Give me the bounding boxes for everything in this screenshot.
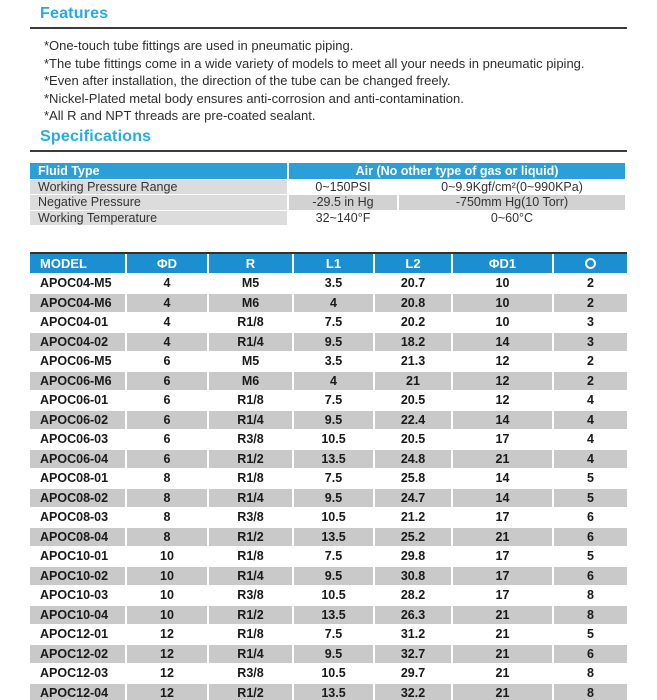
cell-circle-qty: 8 [552, 586, 627, 605]
cell-phi-d1: 21 [451, 625, 552, 644]
col-header-l2: L2 [373, 254, 451, 273]
col-header-model: MODEL [40, 256, 87, 271]
cell-l2: 32.7 [373, 645, 451, 664]
specifications-table [30, 163, 625, 227]
cell-r: R1/8 [207, 625, 292, 644]
spec-table-row [30, 195, 625, 211]
model-table-rows [30, 274, 627, 700]
cell-phi-d1: 21 [451, 606, 552, 625]
cell-r: R1/4 [207, 567, 292, 586]
cell-model: APOC04-02 [40, 334, 109, 349]
cell-model: APOC08-02 [40, 490, 109, 505]
cell-l2: 24.8 [373, 450, 451, 469]
cell-model: APOC10-02 [40, 568, 109, 583]
col-header-r: R [207, 254, 292, 273]
cell-model: APOC04-01 [40, 315, 109, 329]
cell-model: APOC12-04 [40, 685, 109, 700]
cell-phi-d: 6 [125, 411, 207, 430]
cell-model: APOC12-03 [40, 666, 109, 680]
cell-l1: 9.5 [292, 567, 373, 586]
cell-phi-d1: 21 [451, 450, 552, 469]
table-row [30, 645, 627, 665]
cell-phi-d: 6 [125, 430, 207, 449]
spec-table-row [30, 180, 625, 196]
table-row [30, 567, 627, 587]
cell-model: APOC08-03 [40, 510, 109, 524]
spec-row-value-1: -29.5 in Hg [287, 195, 397, 210]
cell-l2: 21 [373, 372, 451, 391]
col-header-circle [552, 254, 627, 273]
cell-l1: 13.5 [292, 528, 373, 547]
cell-l2: 26.3 [373, 606, 451, 625]
cell-phi-d: 10 [125, 567, 207, 586]
cell-phi-d1: 14 [451, 411, 552, 430]
spec-table-rows [30, 180, 625, 227]
col-header-phi-d: ΦD [125, 254, 207, 273]
cell-l2: 25.8 [373, 469, 451, 488]
cell-circle-qty: 5 [552, 547, 627, 566]
cell-l1: 10.5 [292, 586, 373, 605]
cell-r: M6 [207, 372, 292, 391]
cell-r: R3/8 [207, 586, 292, 605]
cell-phi-d1: 17 [451, 547, 552, 566]
cell-model: APOC08-04 [40, 529, 109, 544]
cell-circle-qty: 8 [552, 684, 627, 700]
cell-r: R3/8 [207, 430, 292, 449]
cell-phi-d1: 12 [451, 391, 552, 410]
cell-r: R1/2 [207, 606, 292, 625]
cell-circle-qty: 6 [552, 528, 627, 547]
table-row [30, 391, 627, 411]
cell-l1: 4 [292, 294, 373, 313]
cell-phi-d1: 21 [451, 664, 552, 683]
table-row [30, 528, 627, 548]
cell-r: R1/2 [207, 684, 292, 700]
table-row [30, 411, 627, 431]
cell-phi-d1: 14 [451, 469, 552, 488]
cell-phi-d: 12 [125, 645, 207, 664]
cell-phi-d1: 12 [451, 372, 552, 391]
cell-r: R1/4 [207, 645, 292, 664]
cell-phi-d: 12 [125, 625, 207, 644]
cell-r: R1/8 [207, 313, 292, 332]
cell-phi-d1: 21 [451, 528, 552, 547]
cell-l1: 10.5 [292, 664, 373, 683]
cell-l2: 24.7 [373, 489, 451, 508]
cell-l1: 9.5 [292, 645, 373, 664]
cell-model: APOC10-03 [40, 588, 109, 602]
cell-l2: 20.2 [373, 313, 451, 332]
cell-phi-d1: 14 [451, 333, 552, 352]
cell-phi-d1: 21 [451, 645, 552, 664]
feature-bullet: *The tube fittings come in a wide variety of models to meet all your needs in pneumatic piping. [44, 55, 585, 71]
cell-model: APOC06-04 [40, 451, 109, 466]
feature-bullet: *One-touch tube fittings are used in pneumatic piping. [44, 38, 354, 53]
model-table-header [30, 254, 627, 274]
cell-l2: 20.7 [373, 274, 451, 293]
table-row [30, 586, 627, 606]
cell-model: APOC06-03 [40, 432, 109, 446]
cell-r: R1/2 [207, 528, 292, 547]
cell-phi-d1: 14 [451, 489, 552, 508]
spec-row-value-1: 32~140°F [287, 211, 397, 226]
table-row [30, 333, 627, 353]
cell-l1: 13.5 [292, 684, 373, 700]
spec-header-fluid-type: Fluid Type [38, 163, 100, 178]
spec-row-label: Working Temperature [30, 211, 287, 226]
cell-circle-qty: 3 [552, 333, 627, 352]
col-header-l1: L1 [292, 254, 373, 273]
table-row [30, 547, 627, 567]
cell-model: APOC06-01 [40, 393, 109, 407]
cell-circle-qty: 2 [552, 352, 627, 371]
cell-circle-qty: 3 [552, 313, 627, 332]
cell-l2: 31.2 [373, 625, 451, 644]
spec-row-value-2: 0~9.9Kgf/cm²(0~990KPa) [397, 180, 625, 195]
cell-model: APOC04-M5 [40, 276, 112, 290]
cell-model: APOC10-04 [40, 607, 109, 622]
cell-l2: 21.2 [373, 508, 451, 527]
cell-phi-d1: 10 [451, 313, 552, 332]
spec-row-value-1: 0~150PSI [287, 180, 397, 195]
cell-phi-d: 6 [125, 352, 207, 371]
table-row [30, 274, 627, 294]
table-row [30, 372, 627, 392]
cell-l2: 28.2 [373, 586, 451, 605]
cell-circle-qty: 4 [552, 391, 627, 410]
cell-model: APOC06-M5 [40, 354, 112, 368]
cell-phi-d: 10 [125, 586, 207, 605]
cell-circle-qty: 2 [552, 294, 627, 313]
cell-r: M6 [207, 294, 292, 313]
table-row [30, 352, 627, 372]
spec-table-row [30, 211, 625, 227]
cell-l2: 30.8 [373, 567, 451, 586]
cell-phi-d1: 17 [451, 430, 552, 449]
cell-circle-qty: 6 [552, 567, 627, 586]
cell-phi-d: 6 [125, 450, 207, 469]
cell-l2: 20.5 [373, 430, 451, 449]
cell-l1: 3.5 [292, 274, 373, 293]
cell-phi-d: 4 [125, 294, 207, 313]
cell-circle-qty: 2 [552, 372, 627, 391]
cell-l2: 29.7 [373, 664, 451, 683]
cell-phi-d1: 10 [451, 274, 552, 293]
cell-l1: 9.5 [292, 333, 373, 352]
cell-l1: 9.5 [292, 489, 373, 508]
cell-phi-d1: 10 [451, 294, 552, 313]
cell-circle-qty: 6 [552, 645, 627, 664]
features-title: Features [40, 5, 109, 22]
cell-model: APOC10-01 [40, 549, 109, 563]
cell-r: R1/4 [207, 489, 292, 508]
cell-phi-d: 6 [125, 391, 207, 410]
table-row [30, 489, 627, 509]
cell-l2: 32.2 [373, 684, 451, 700]
cell-circle-qty: 2 [552, 274, 627, 293]
cell-r: R1/8 [207, 547, 292, 566]
spec-header-air-value: Air (No other type of gas or liquid) [287, 163, 625, 179]
table-row [30, 469, 627, 489]
cell-model: APOC12-01 [40, 627, 109, 641]
cell-phi-d: 4 [125, 274, 207, 293]
cell-model: APOC12-02 [40, 646, 109, 661]
cell-model: APOC06-M6 [40, 373, 112, 388]
table-row [30, 430, 627, 450]
features-list [44, 37, 657, 125]
cell-phi-d1: 17 [451, 508, 552, 527]
cell-phi-d: 8 [125, 508, 207, 527]
table-row [30, 508, 627, 528]
cell-phi-d1: 17 [451, 586, 552, 605]
cell-l1: 7.5 [292, 625, 373, 644]
cell-l1: 10.5 [292, 508, 373, 527]
cell-phi-d: 12 [125, 664, 207, 683]
cell-l1: 7.5 [292, 547, 373, 566]
cell-r: M5 [207, 352, 292, 371]
cell-l2: 29.8 [373, 547, 451, 566]
cell-phi-d: 10 [125, 606, 207, 625]
cell-r: R1/8 [207, 469, 292, 488]
cell-r: R3/8 [207, 508, 292, 527]
table-row [30, 625, 627, 645]
cell-phi-d: 6 [125, 372, 207, 391]
cell-l2: 22.4 [373, 411, 451, 430]
cell-circle-qty: 8 [552, 606, 627, 625]
cell-circle-qty: 4 [552, 450, 627, 469]
cell-phi-d: 8 [125, 528, 207, 547]
feature-bullet: *All R and NPT threads are pre-coated sealant. [44, 108, 316, 123]
cell-circle-qty: 5 [552, 489, 627, 508]
cell-l2: 20.8 [373, 294, 451, 313]
cell-circle-qty: 6 [552, 508, 627, 527]
cell-phi-d1: 12 [451, 352, 552, 371]
spec-table-header [30, 163, 625, 180]
spec-row-label: Working Pressure Range [30, 180, 287, 195]
cell-circle-qty: 5 [552, 469, 627, 488]
feature-bullet: *Nickel-Plated metal body ensures anti-corrosion and anti-contamination. [44, 90, 464, 106]
cell-l1: 10.5 [292, 430, 373, 449]
spec-row-label: Negative Pressure [30, 195, 287, 210]
spec-row-value-2: -750mm Hg(10 Torr) [397, 195, 625, 210]
feature-bullet: *Even after installation, the direction of the tube can be changed freely. [44, 73, 451, 88]
specifications-title: Specifications [40, 127, 152, 145]
table-row [30, 684, 627, 700]
cell-l1: 4 [292, 372, 373, 391]
cell-r: R1/8 [207, 391, 292, 410]
cell-phi-d: 12 [125, 684, 207, 700]
cell-model: APOC04-M6 [40, 295, 112, 310]
cell-l1: 3.5 [292, 352, 373, 371]
cell-r: R1/4 [207, 411, 292, 430]
cell-r: R1/4 [207, 333, 292, 352]
cell-l1: 13.5 [292, 450, 373, 469]
cell-l1: 13.5 [292, 606, 373, 625]
cell-phi-d: 8 [125, 489, 207, 508]
table-row [30, 606, 627, 626]
model-table [30, 252, 627, 700]
specifications-rule [30, 150, 627, 152]
cell-circle-qty: 5 [552, 625, 627, 644]
cell-l2: 20.5 [373, 391, 451, 410]
cell-l2: 25.2 [373, 528, 451, 547]
cell-circle-qty: 4 [552, 430, 627, 449]
cell-r: M5 [207, 274, 292, 293]
col-header-phi-d1: ΦD1 [451, 254, 552, 273]
cell-model: APOC06-02 [40, 412, 109, 427]
cell-phi-d: 8 [125, 469, 207, 488]
cell-l1: 7.5 [292, 391, 373, 410]
cell-phi-d: 10 [125, 547, 207, 566]
cell-l1: 7.5 [292, 469, 373, 488]
cell-circle-qty: 4 [552, 411, 627, 430]
cell-phi-d1: 21 [451, 684, 552, 700]
circle-icon [585, 258, 596, 269]
cell-circle-qty: 8 [552, 664, 627, 683]
table-row [30, 664, 627, 684]
cell-l2: 18.2 [373, 333, 451, 352]
spec-row-value-2: 0~60°C [397, 211, 625, 226]
cell-phi-d1: 17 [451, 567, 552, 586]
table-row [30, 313, 627, 333]
cell-l1: 9.5 [292, 411, 373, 430]
table-row [30, 450, 627, 470]
cell-model: APOC08-01 [40, 471, 109, 485]
cell-phi-d: 4 [125, 333, 207, 352]
features-rule [30, 27, 627, 29]
cell-l2: 21.3 [373, 352, 451, 371]
cell-phi-d: 4 [125, 313, 207, 332]
table-row [30, 294, 627, 314]
cell-r: R3/8 [207, 664, 292, 683]
cell-l1: 7.5 [292, 313, 373, 332]
cell-r: R1/2 [207, 450, 292, 469]
